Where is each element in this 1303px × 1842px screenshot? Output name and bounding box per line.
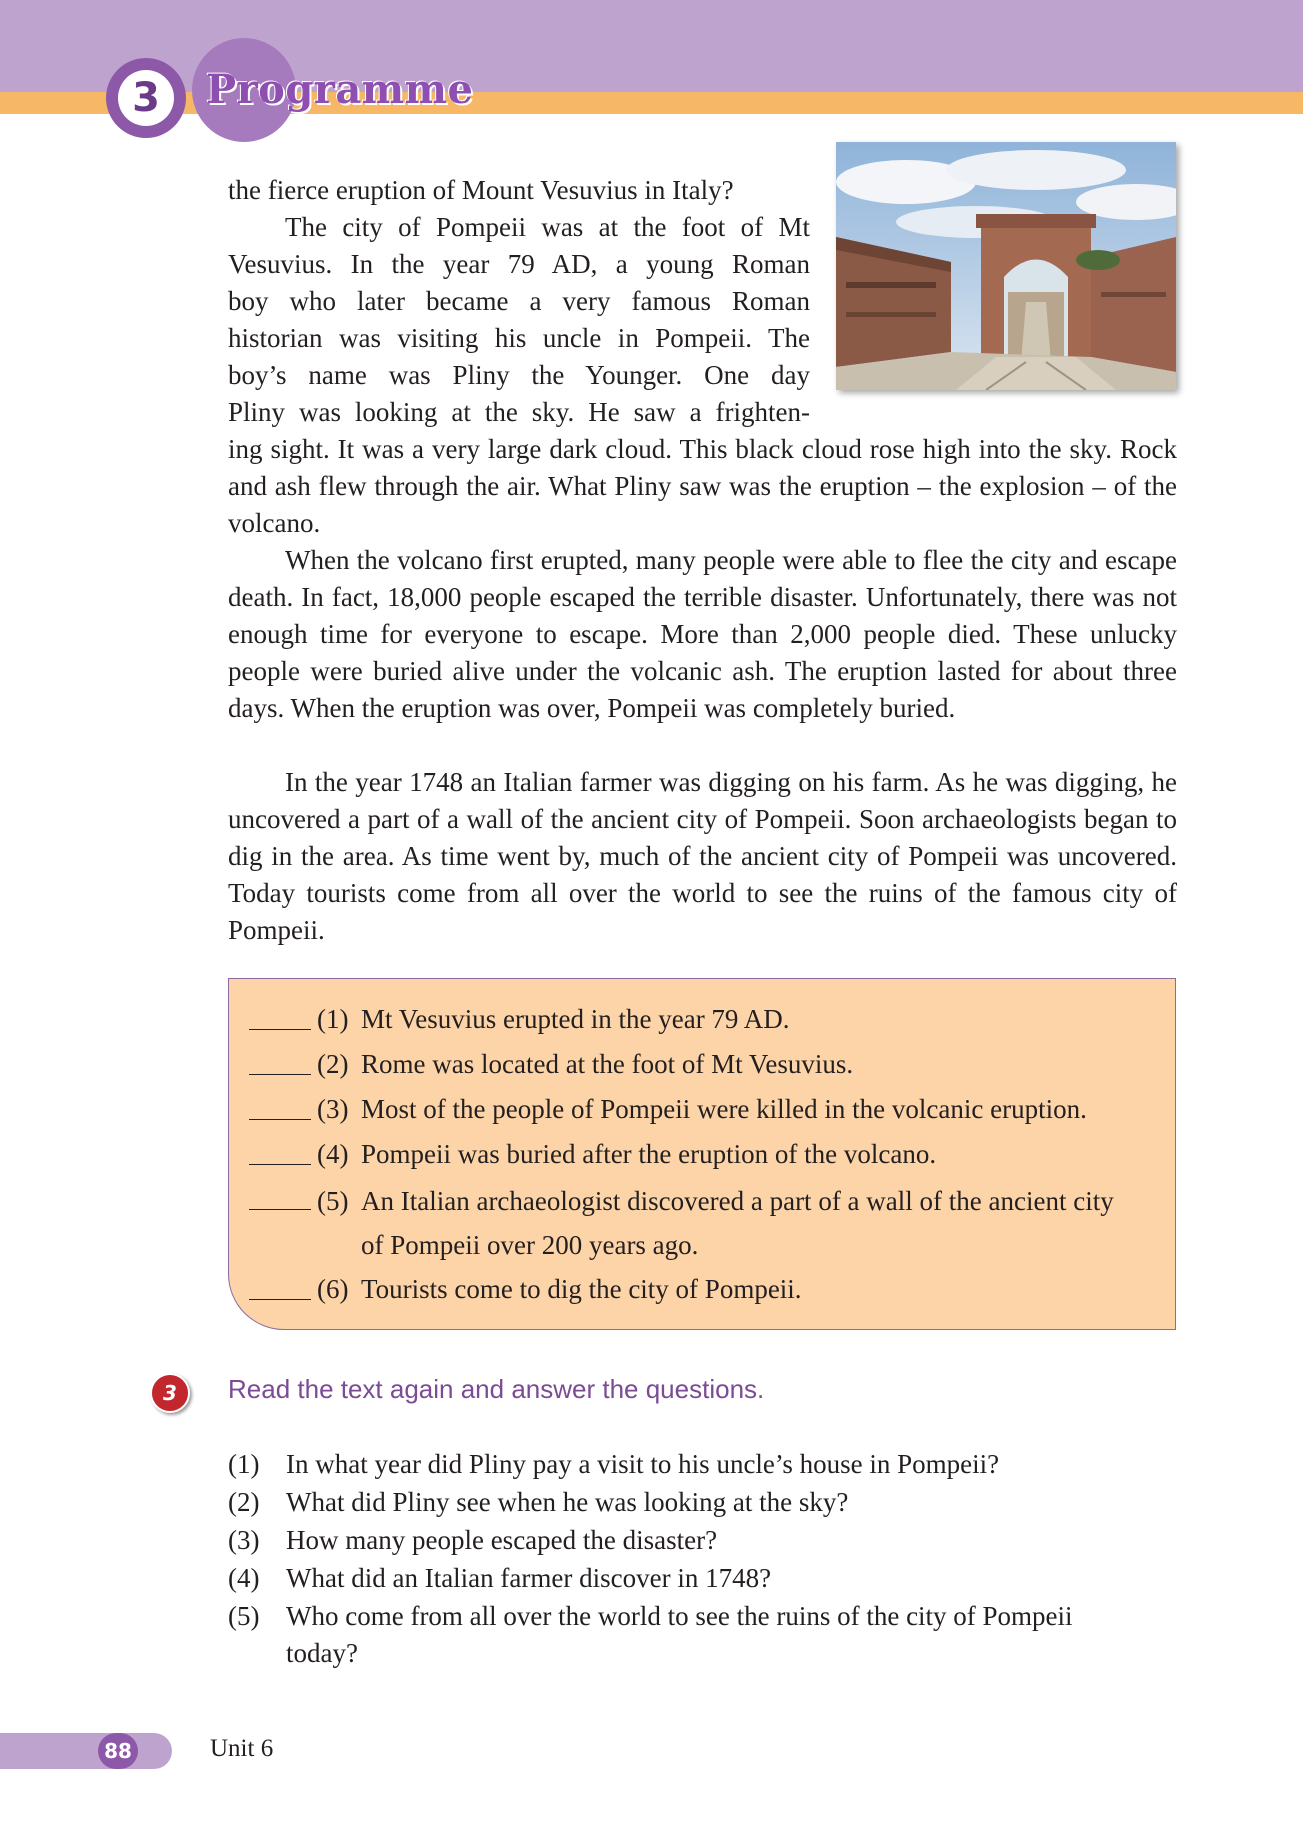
question-item [228,1522,1126,1559]
question-text: What did an Italian farmer discover in 1748? [286,1563,772,1593]
item-number: (2) [317,1049,349,1079]
question-number: (3) [228,1525,260,1555]
question-item [228,1446,1126,1483]
reading-line: the fierce eruption of Mount Vesuvius in Italy? [228,175,734,205]
question-number: (1) [228,1449,260,1479]
true-false-item [249,1134,1161,1174]
footer-unit-label: Unit 6 [210,1735,274,1762]
page-number: 88 [98,1733,138,1769]
item-number: (3) [317,1094,349,1124]
true-false-item [249,1089,1161,1129]
footer-bar [0,1733,172,1769]
question-item [228,1484,1126,1521]
item-number: (1) [317,1004,349,1034]
true-false-box [228,978,1176,1330]
reading-line: Pliny was looking at the sky. He saw a frighten- [228,397,810,427]
question-text: How many people escaped the disaster? [286,1525,718,1555]
pompeii-ruins-photo [836,142,1176,390]
question-number: (2) [228,1487,260,1517]
question-item [228,1598,1106,1672]
answer-blank[interactable] [249,1134,311,1165]
true-false-item [249,1044,1161,1084]
reading-paragraph-1-rest: ing sight. It was a very large dark cloud. This black cloud rose high into the sky. Rock and ash flew through the air. What Pliny saw was the eruption – the explosion – of the volcano. [228,434,1177,538]
question-item [228,1560,1126,1597]
section-title: Programme [206,66,474,113]
item-text: Pompeii was buried after the eruption of the volcano. [361,1139,937,1169]
item-number: (5) [317,1186,349,1216]
reading-intro [228,172,810,431]
question-text: Who come from all over the world to see the ruins of the city of Pompeii today? [286,1601,1073,1668]
reading-line: historian was visiting his uncle in Pompeii. The [228,323,810,353]
true-false-item [249,1179,1141,1267]
exercise-number-badge: 3 [150,1373,190,1413]
reading-line: The city of Pompeii was at the foot of Mt [285,212,810,242]
answer-blank[interactable] [249,1089,311,1120]
item-text: Most of the people of Pompeii were killed in the volcanic eruption. [361,1094,1087,1124]
exercise-instruction: Read the text again and answer the questions. [228,1374,765,1404]
item-text: An Italian archaeologist discovered a part of a wall of the ancient city of Pompeii over 200 years ago. [361,1186,1114,1260]
reading-line: boy’s name was Pliny the Younger. One day [228,360,810,390]
question-number: (4) [228,1563,260,1593]
answer-blank[interactable] [249,1044,311,1075]
item-text: Rome was located at the foot of Mt Vesuvius. [361,1049,854,1079]
item-number: (6) [317,1274,349,1304]
pompeii-arch-illustration [836,142,1176,390]
question-number: (5) [228,1601,260,1631]
answer-blank[interactable] [249,1179,311,1210]
reading-line: Vesuvius. In the year 79 AD, a young Roman [228,249,810,279]
answer-blank[interactable] [249,999,311,1030]
section-number-badge [106,58,186,138]
question-text: In what year did Pliny pay a visit to his uncle’s house in Pompeii? [286,1449,1000,1479]
reading-paragraph-3: In the year 1748 an Italian farmer was digging on his farm. As he was digging, he uncovered a part of a wall of the ancient city of Pompeii. Soon archaeologists began to dig in the area. As time went by, much of the ancient city of Pompeii was uncovered. Today tourists come from all over the world to see the ruins of the famous city of Pompeii. [228,767,1177,945]
reading-line: boy who later became a very famous Roman [228,286,810,316]
section-number: 3 [118,70,174,126]
item-number: (4) [317,1139,349,1169]
answer-blank[interactable] [249,1269,311,1300]
item-text: Mt Vesuvius erupted in the year 79 AD. [361,1004,790,1034]
item-text: Tourists come to dig the city of Pompeii. [361,1274,802,1304]
true-false-item [249,999,1161,1039]
reading-paragraph-2: When the volcano first erupted, many people were able to flee the city and escape death. In fact, 18,000 people escaped the terrible disaster. Unfortunately, there was not enough time for everyone to escape. More than 2,000 people died. These unlucky people were buried alive under the volcanic ash. The eruption lasted for about three days. When the eruption was over, Pompeii was completely buried. [228,545,1177,723]
question-text: What did Pliny see when he was looking at the sky? [286,1487,849,1517]
true-false-item [249,1269,1161,1309]
